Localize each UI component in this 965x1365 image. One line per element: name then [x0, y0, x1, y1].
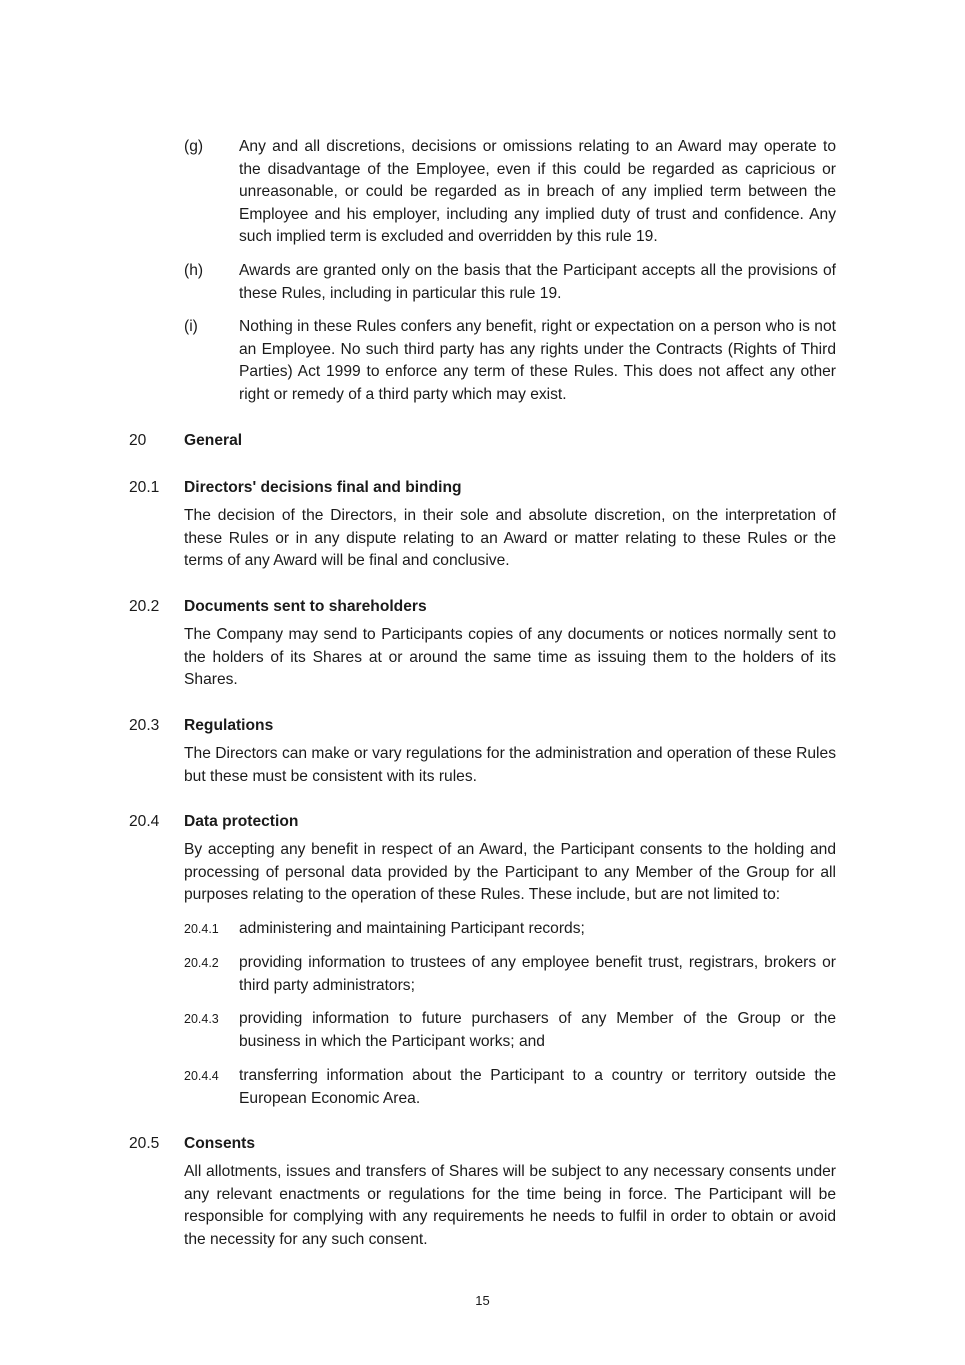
list-item-i [184, 316, 836, 406]
section-number: 20.4 [129, 813, 160, 830]
section-number: 20.3 [129, 717, 160, 734]
item-text: Nothing in these Rules confers any benefit, right or expectation on a person who is not an Employee. No such third party has any rights under the Contracts (Rights of Third Parties) Act 1999 to enforce any term of these Rules. This does not affect any other right or remedy of a third party which may exist. [239, 318, 836, 403]
item-label: (i) [184, 318, 198, 335]
section-number: 20 [129, 432, 147, 449]
item-text: administering and maintaining Participant records; [239, 920, 585, 937]
list-item-g [184, 136, 836, 249]
section-title: Directors' decisions final and binding [184, 479, 462, 496]
item-text: providing information to trustees of any employee benefit trust, registrars, brokers or third party administrators; [239, 954, 836, 994]
item-text: providing information to future purchasers of any Member of the Group or the business in which the Participant works; and [239, 1010, 836, 1050]
list-item-h [184, 260, 836, 305]
section-body-20-5: All allotments, issues and transfers of Shares will be subject to any necessary consents under any relevant enactments or regulations for the time being in force. The Participant will be responsible for complying with any requirements he needs to fulfil in order to obtain or avoid the necessity for any such consent. [184, 1163, 836, 1248]
section-body-20-2: The Company may send to Participants copies of any documents or notices normally sent to the holders of its Shares at or around the same time as issuing them to the holders of its Shares. [184, 626, 836, 688]
section-number: 20.1 [129, 479, 160, 496]
item-text: Awards are granted only on the basis that the Participant accepts all the provisions of these Rules, including in particular this rule 19. [239, 262, 836, 302]
item-label: 20.4.1 [184, 922, 219, 936]
section-title: General [184, 432, 243, 449]
item-label: 20.4.3 [184, 1012, 219, 1026]
list-item-20-4-3 [184, 1008, 836, 1053]
section-number: 20.2 [129, 598, 160, 615]
section-title: Regulations [184, 717, 274, 734]
section-body-20-4: By accepting any benefit in respect of an Award, the Participant consents to the holding and processing of personal data provided by the Participant to any Member of the Group for all purposes relating to the operation of these Rules. These include, but are not limited to: [184, 841, 836, 903]
section-number: 20.5 [129, 1135, 160, 1152]
list-item-20-4-1 [184, 918, 836, 941]
item-text: Any and all discretions, decisions or omissions relating to an Award may operate to the disadvantage of the Employee, even if this could be regarded as capricious or unreasonable, or could be regarded as in breach of any implied term between the Employee and his employer, including any implied duty of trust and confidence. Any such implied term is excluded and overridden by this rule 19. [239, 138, 836, 245]
list-item-20-4-4 [184, 1065, 836, 1110]
item-label: (g) [184, 138, 204, 155]
section-title: Consents [184, 1135, 256, 1152]
item-text: transferring information about the Participant to a country or territory outside the European Economic Area. [239, 1067, 836, 1107]
item-label: 20.4.2 [184, 956, 219, 970]
item-label: 20.4.4 [184, 1069, 219, 1083]
item-label: (h) [184, 262, 204, 279]
list-item-20-4-2 [184, 952, 836, 997]
section-title: Documents sent to shareholders [184, 598, 427, 615]
section-body-20-1: The decision of the Directors, in their sole and absolute discretion, on the interpretation of these Rules or in any dispute relating to an Award or matter relating to these Rules or the terms of any Award will be final and conclusive. [184, 507, 836, 569]
page-number: 15 [475, 1293, 490, 1308]
section-body-20-3: The Directors can make or vary regulations for the administration and operation of these Rules but these must be consistent with its rules. [184, 745, 836, 785]
section-title: Data protection [184, 813, 299, 830]
